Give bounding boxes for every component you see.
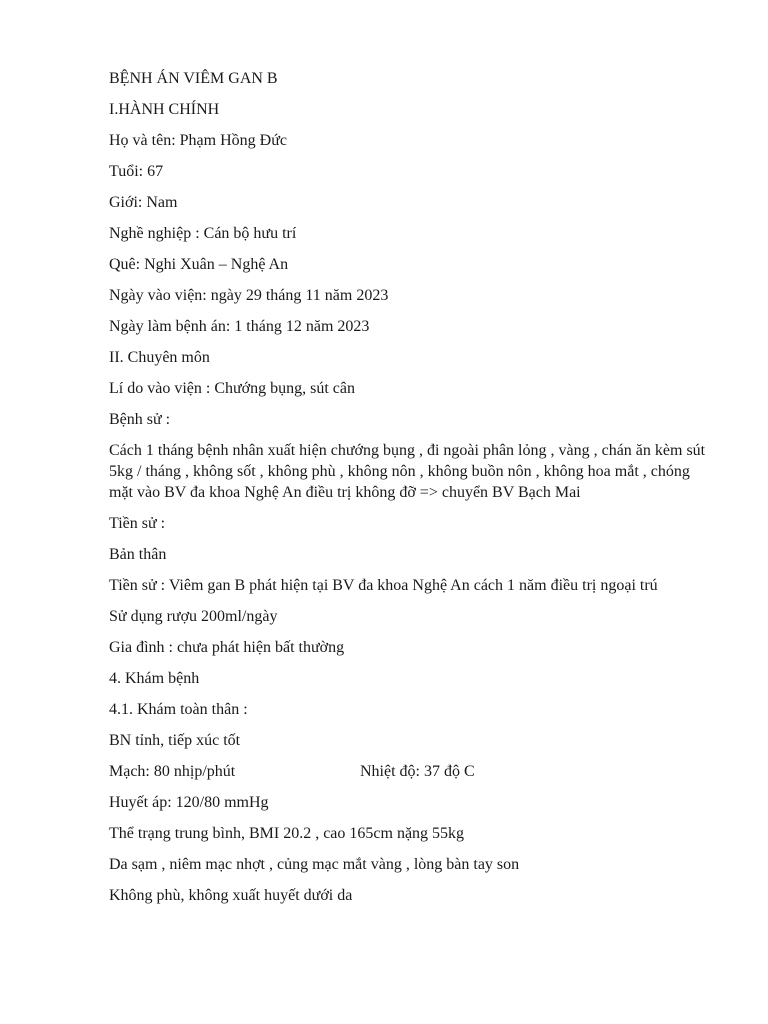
section-admin-heading: I.HÀNH CHÍNH bbox=[109, 101, 220, 118]
patient-gender: Giới: Nam bbox=[109, 194, 178, 211]
document-title: BỆNH ÁN VIÊM GAN B bbox=[109, 70, 278, 87]
document-body bbox=[109, 68, 709, 916]
patient-name: Họ và tên: Phạm Hồng Đức bbox=[109, 132, 287, 149]
patient-age: Tuổi: 67 bbox=[109, 163, 164, 180]
temperature: Nhiệt độ: 37 độ C bbox=[360, 763, 475, 780]
section-general-exam-heading: 4.1. Khám toàn thân : bbox=[109, 701, 248, 718]
patient-occupation: Nghề nghiệp : Cán bộ hưu trí bbox=[109, 225, 297, 242]
past-history-label: Tiền sử : bbox=[109, 515, 166, 532]
blood-pressure: Huyết áp: 120/80 mmHg bbox=[109, 794, 269, 811]
admission-date: Ngày vào viện: ngày 29 tháng 11 năm 2023 bbox=[109, 287, 389, 304]
pulse: Mạch: 80 nhịp/phút bbox=[109, 763, 236, 780]
personal-history: Tiền sử : Viêm gan B phát hiện tại BV đa khoa Nghệ An cách 1 năm điều trị ngoại trú bbox=[109, 577, 658, 594]
history-label: Bệnh sử : bbox=[109, 411, 171, 428]
physique: Thể trạng trung bình, BMI 20.2 , cao 165cm nặng 55kg bbox=[109, 825, 465, 842]
vitals-row bbox=[109, 761, 709, 782]
edema-findings: Không phù, không xuất huyết dưới da bbox=[109, 887, 353, 904]
alcohol-use: Sử dụng rượu 200ml/ngày bbox=[109, 608, 278, 625]
family-history: Gia đình : chưa phát hiện bất thường bbox=[109, 639, 345, 656]
skin-findings: Da sạm , niêm mạc nhợt , củng mạc mắt vàng , lòng bàn tay son bbox=[109, 856, 520, 873]
consciousness: BN tỉnh, tiếp xúc tốt bbox=[109, 732, 241, 749]
history-text: Cách 1 tháng bệnh nhân xuất hiện chướng bụng , đi ngoài phân lỏng , vàng , chán ăn kèm sút 5kg / tháng , không sốt , không phù , không nôn , không buồn nôn , không hoa mắt , chóng mặt vào BV đa khoa Nghệ An điều trị không đỡ => chuyển BV Bạch Mai bbox=[109, 442, 706, 501]
record-date: Ngày làm bệnh án: 1 tháng 12 năm 2023 bbox=[109, 318, 370, 335]
patient-hometown: Quê: Nghi Xuân – Nghệ An bbox=[109, 256, 289, 273]
section-exam-heading: 4. Khám bệnh bbox=[109, 670, 200, 687]
admission-reason: Lí do vào viện : Chướng bụng, sút cân bbox=[109, 380, 355, 397]
section-specialty-heading: II. Chuyên môn bbox=[109, 349, 210, 366]
personal-label: Bản thân bbox=[109, 546, 167, 563]
